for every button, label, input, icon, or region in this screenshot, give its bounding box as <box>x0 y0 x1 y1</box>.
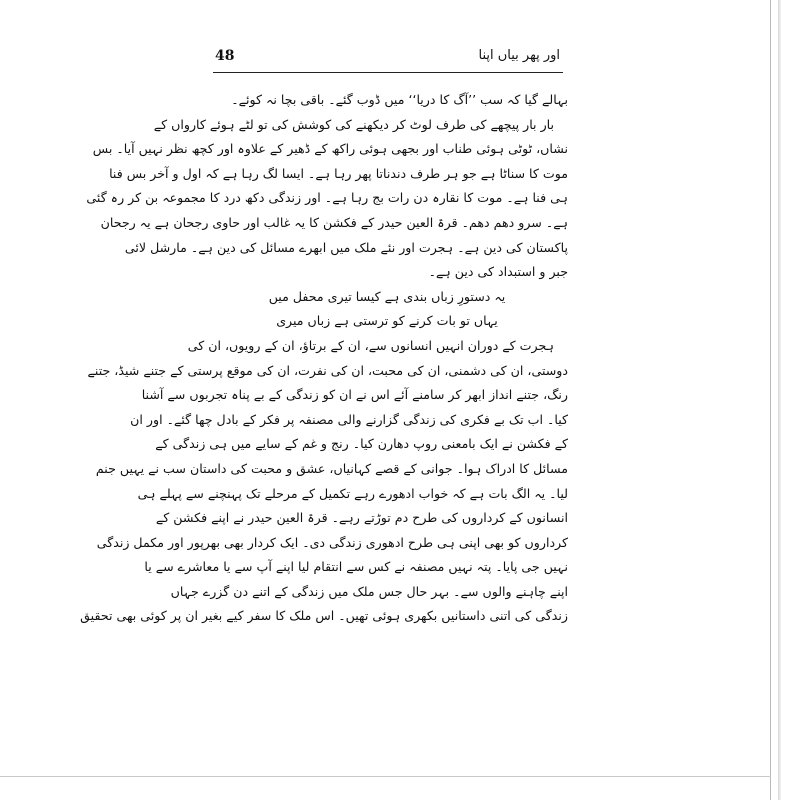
text-line: رنگ، جتنے انداز ابھر کر سامنے آئے اس نے ان کو زندگی کے بے پناہ تجربوں سے آشنا <box>141 387 568 403</box>
page-edge-shadow <box>778 0 781 800</box>
text-line: دوستی، ان کی دشمنی، ان کی محبت، ان کی نفرت، ان کی موقع پرستی کے جتنے شیڈ، جتنے <box>87 362 568 378</box>
text-line: بار بار پیچھے کی طرف لوٹ کر دیکھنے کی کوشش کی تو لٹے ہوئے کارواں کے <box>153 116 554 132</box>
text-line: جبر و استبداد کی دین ہے۔ <box>428 264 568 280</box>
text-line: کرداروں کو بھی اپنی ہی طرح ادھوری زندگی دی۔ ایک کردار بھی بھرپور اور مکمل زندگی <box>96 534 568 550</box>
text-line: لیا۔ یہ الگ بات ہے کہ خواب ادھورے رہے تکمیل کے مرحلے تک پہنچنے سے پہلے ہی <box>137 485 568 501</box>
text-line: ہی فنا ہے۔ موت کا نقارہ دن رات بج رہا ہے۔ اور زندگی دکھ درد کا مجموعہ بن کر رہ گئی <box>86 190 568 206</box>
text-line: انسانوں کے کرداروں کی طرح دم توڑتے رہے۔ قرۃ العین حیدر نے اپنے فکشن کے <box>155 510 568 526</box>
text-line: ہجرت کے دوران انہیں انسانوں سے، ان کے برتاؤ، ان کے رویوں، ان کی <box>187 337 554 353</box>
running-title: اور پھر بیاں اپنا <box>478 48 560 63</box>
text-line: بہالے گیا کہ سب ’’آگ کا دریا‘‘ میں ڈوب گئے۔ باقی بچا نہ کوئے۔ <box>231 92 568 107</box>
header-rule <box>213 72 563 73</box>
body-text <box>80 88 568 629</box>
text-line: پاکستان کی دین ہے۔ ہجرت اور نئے ملک میں ابھرے مسائل کی دین ہے۔ مارشل لائی <box>124 239 568 255</box>
text-line: زندگی کی اتنی داستانیں بکھری ہوئی تھیں۔ اس ملک کا سفر کیے بغیر ان پر کوئی بھی تحقیق <box>80 608 568 624</box>
verse-line: یہاں تو بات کرنے کو ترستی ہے زباں میری <box>276 313 498 329</box>
verse-line: یہ دستورِ زباں بندی ہے کیسا تیری محفل میں <box>268 288 506 304</box>
text-line: نہیں جی پایا۔ پتہ نہیں مصنفہ نے کس سے انتقام لیا اپنے آپ سے یا معاشرے سے یا <box>144 559 568 575</box>
text-line: کیا۔ اب تک بے فکری کی زندگی گزارنے والی مصنفہ پر فکر کے بادل چھا گئے۔ اور ان <box>130 411 568 427</box>
page-bottom-edge <box>0 776 771 777</box>
text-line: نشاں، ٹوٹی ہوئی طناب اور بجھی ہوئی راکھ کے ڈھیر کے علاوہ اور کچھ نظر نہیں آیا۔ بس <box>92 141 568 157</box>
text-line: اپنے چاہنے والوں سے۔ بہر حال جس ملک میں زندگی کے اتنے دن گزرے جہاں <box>170 583 568 599</box>
text-line: کے فکشن نے ایک بامعنی روپ دھارن کیا۔ رنج و غم کے سایے میں ہی زندگی کے <box>155 436 568 452</box>
text-line: مسائل کا ادراک ہوا۔ جوانی کے قصے کہانیاں، عشق و محبت کی داستان سب نے یہیں جنم <box>95 460 568 476</box>
page-number: 48 <box>215 48 235 64</box>
text-line: ہے۔ سرو دھم دھم۔ قرۃ العین حیدر کے فکشن کا یہ غالب اور حاوی رجحان ہے یہ رجحان <box>100 214 568 230</box>
page-edge-line <box>770 0 771 800</box>
text-line: موت کا سناٹا ہے جو ہر طرف دندناتا پھر رہا ہے۔ ایسا لگ رہا ہے کہ اول و آخر بس فنا <box>109 165 568 181</box>
